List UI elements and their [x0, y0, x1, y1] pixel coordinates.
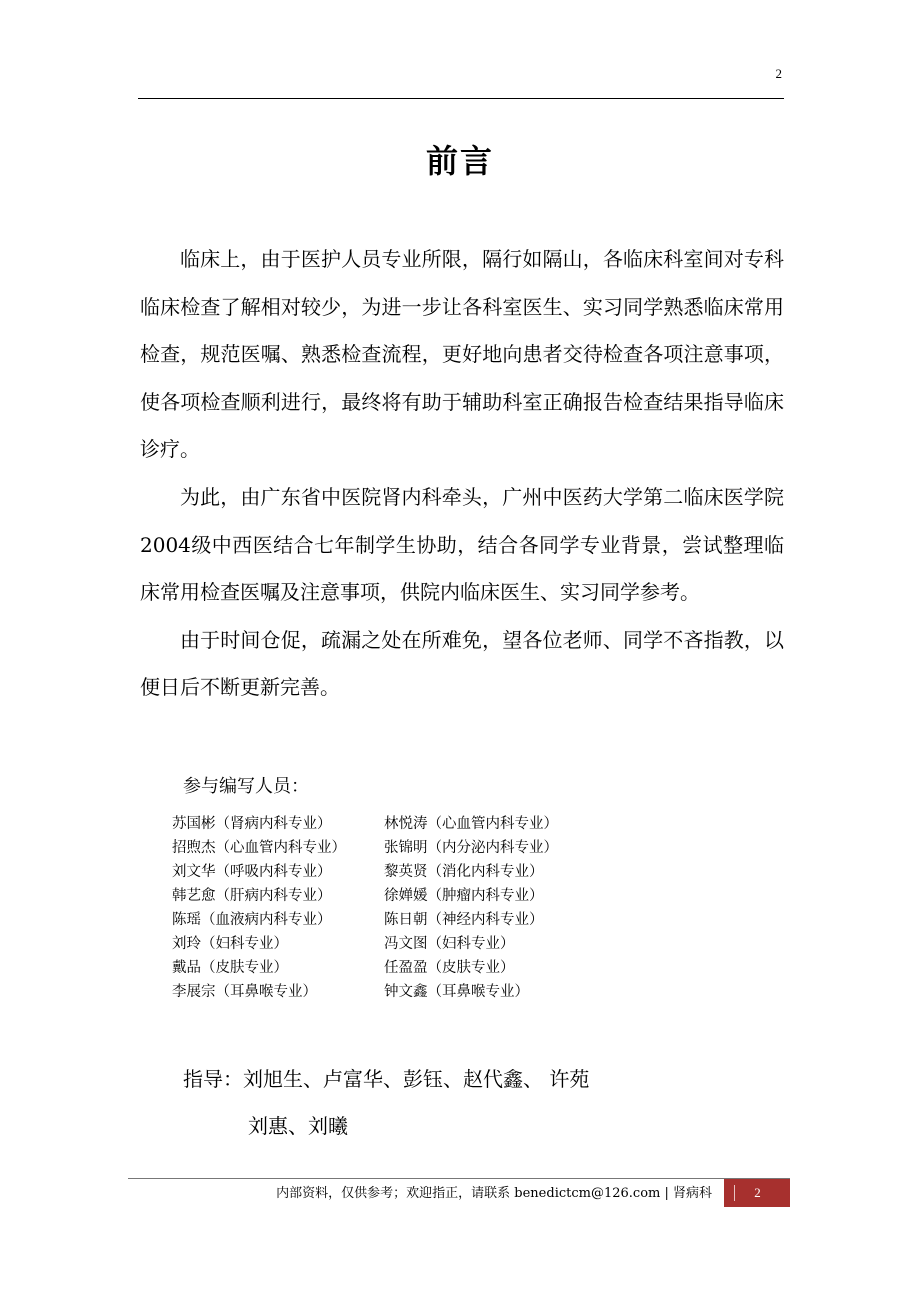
footer-page-number: 2: [754, 1185, 761, 1200]
footer-note: 内部资料，仅供参考；欢迎指正，请联系 benedictcm@126.com | 肾病科: [276, 1186, 712, 1201]
advisors-line-1: 指导：刘旭生、卢富华、彭钰、赵代鑫、 许苑: [183, 1067, 590, 1091]
footer-divider: [128, 1178, 790, 1179]
advisors-line-2: 刘惠、刘曦: [248, 1114, 348, 1138]
preface-body: [140, 236, 784, 712]
contributor-row: [172, 836, 632, 860]
paragraph-3: 由于时间仓促，疏漏之处在所难免，望各位老师、同学不吝指教，以便日后不断更新完善。: [140, 627, 784, 700]
contributor-entry: 林悦涛（心血管内科专业）: [384, 816, 558, 832]
contributor-row: [172, 884, 632, 908]
contributor-entry: 陈瑶（血液病内科专业）: [172, 912, 332, 928]
page-title: 前言: [425, 142, 494, 180]
contributor-row: [172, 812, 632, 836]
contributor-entry: 陈日朝（神经内科专业）: [384, 912, 544, 928]
contributor-entry: 苏国彬（肾病内科专业）: [172, 816, 332, 832]
contributors-list: [172, 812, 632, 1004]
contributor-entry: 钟文鑫（耳鼻喉专业）: [384, 984, 529, 1000]
footer-page-badge: [724, 1179, 790, 1207]
contributor-entry: 招煦杰（心血管内科专业）: [172, 840, 346, 856]
contributor-row: [172, 860, 632, 884]
contributor-entry: 黎英贤（消化内科专业）: [384, 864, 544, 880]
contributor-row: [172, 932, 632, 956]
contributor-row: [172, 956, 632, 980]
paragraph-2: 为此，由广东省中医院肾内科牵头，广州中医药大学第二临床医学院2004级中西医结合七年制学生协助，结合各同学专业背景，尝试整理临床常用检查医嘱及注意事项，供院内临床医生、实习同学参考。: [140, 484, 784, 605]
contributor-entry: 戴品（皮肤专业）: [172, 960, 288, 976]
contributor-entry: 冯文图（妇科专业）: [384, 936, 515, 952]
header-divider: [138, 98, 784, 99]
contributor-entry: 任盈盈（皮肤专业）: [384, 960, 515, 976]
contributor-entry: 徐婵媛（肿瘤内科专业）: [384, 888, 544, 904]
contributors-heading: 参与编写人员：: [183, 776, 309, 797]
contributor-entry: 张锦明（内分泌内科专业）: [384, 840, 558, 856]
contributor-entry: 刘玲（妇科专业）: [172, 936, 288, 952]
contributor-entry: 李展宗（耳鼻喉专业）: [172, 984, 317, 1000]
contributor-entry: 刘文华（呼吸内科专业）: [172, 864, 332, 880]
contributor-entry: 韩艺愈（肝病内科专业）: [172, 888, 332, 904]
contributor-row: [172, 908, 632, 932]
paragraph-1: 临床上，由于医护人员专业所限，隔行如隔山，各临床科室间对专科临床检查了解相对较少，为进一步让各科室医生、实习同学熟悉临床常用检查，规范医嘱、熟悉检查流程，更好地向患者交待检查各项注意事项，使各项检查顺利进行，最终将有助于辅助科室正确报告检查结果指导临床诊疗。: [140, 247, 784, 462]
contributor-row: [172, 980, 632, 1004]
header-page-number: 2: [775, 66, 782, 81]
